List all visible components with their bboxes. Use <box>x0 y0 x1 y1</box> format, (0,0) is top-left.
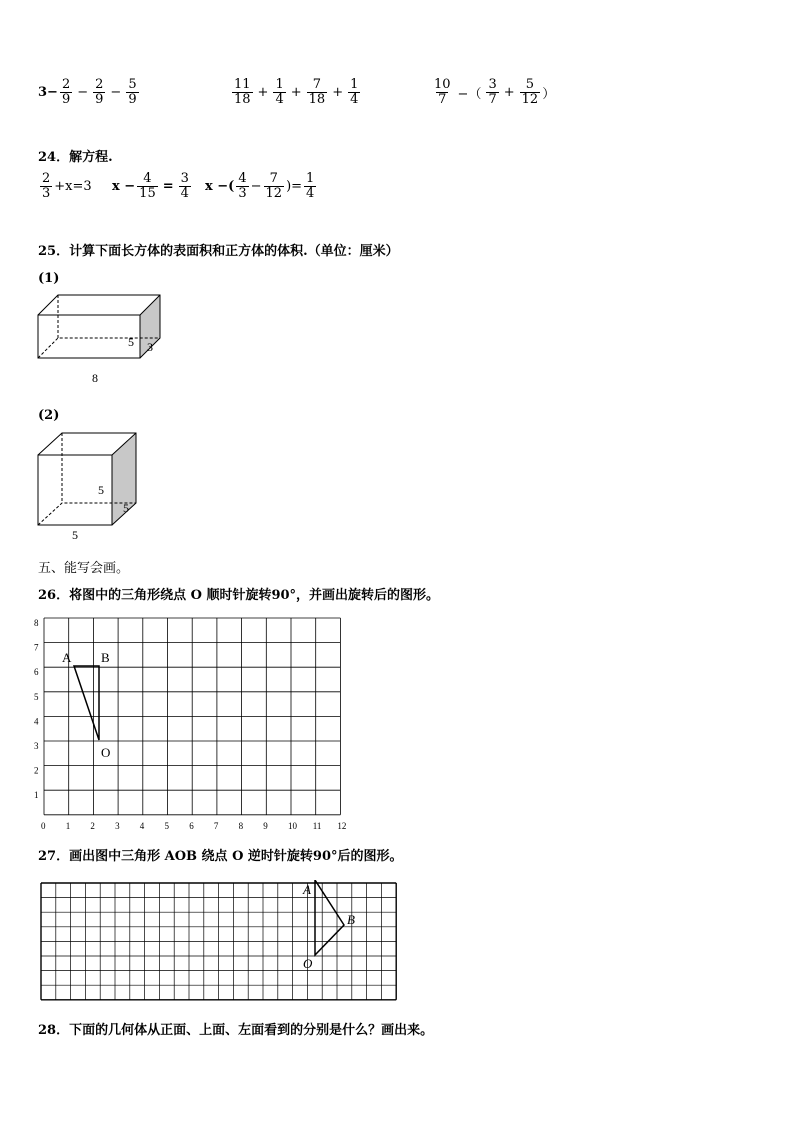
triangle-aob <box>74 666 99 740</box>
fraction: $\frac{5}{9}$ <box>128 77 137 107</box>
height-label: 3 <box>147 340 153 354</box>
y-tick-label: 7 <box>34 642 39 653</box>
x-tick-label: 3 <box>115 820 120 831</box>
cube-figure <box>30 428 150 543</box>
fraction: $\frac{2}{9}$ <box>95 77 104 107</box>
cube-edge-label-b: 5 <box>98 483 104 497</box>
x-tick-label: 7 <box>213 820 219 831</box>
width-label: 5 <box>128 335 134 349</box>
fraction: $\frac{3}{4}$ <box>180 171 189 201</box>
grid-26-lines <box>44 618 340 815</box>
point-a-label: A <box>62 650 72 665</box>
equation-1: $\frac{2}{3}$ +x=3 <box>42 171 92 201</box>
fraction: $\frac{1}{4}$ <box>350 77 359 107</box>
grid-26-x-ticks <box>41 821 346 831</box>
cuboid-figure <box>30 290 180 390</box>
cube-edge-label-c: 5 <box>123 501 129 515</box>
q24-title: 24．解方程. <box>38 150 113 165</box>
fraction: $\frac{1}{4}$ <box>306 171 315 201</box>
equation-2: x − $\frac{4}{15}$ = $\frac{3}{4}$ <box>112 171 189 201</box>
grid-26-y-ticks <box>34 618 39 800</box>
grid-26 <box>30 612 370 832</box>
fraction: $\frac{7}{18}$ <box>308 77 326 107</box>
part-2-label: (2) <box>38 408 60 423</box>
y-tick-label: 2 <box>34 765 39 776</box>
q28-title: 28．下面的几何体从正面、上面、左面看到的分别是什么？画出来。 <box>38 1023 434 1038</box>
part-1-label: (1) <box>38 271 60 286</box>
x-tick-label: 1 <box>65 820 71 831</box>
fraction: $\frac{5}{12}$ <box>521 77 539 107</box>
fraction: $\frac{4}{15}$ <box>139 171 156 201</box>
y-tick-label: 1 <box>34 790 39 801</box>
x-tick-label: 12 <box>337 820 347 831</box>
equation-3: x −( $\frac{4}{3}$ − $\frac{7}{12}$ )= $\frac{1}{4}$ <box>205 171 315 201</box>
x-tick-label: 2 <box>90 820 95 831</box>
expression-1: 3− $\frac{2}{9}$ − $\frac{2}{9}$ − $\frac{5}{9}$ <box>38 77 137 107</box>
x-tick-label: 0 <box>41 820 46 831</box>
fraction: $\frac{1}{4}$ <box>275 77 284 107</box>
fraction: $\frac{3}{7}$ <box>488 77 497 107</box>
point-b-label: B <box>101 650 110 665</box>
point-b-label-27: B <box>347 912 355 927</box>
grid-27-lines <box>41 883 396 1000</box>
q26-title: 26．将图中的三角形绕点 O 顺时针旋转90°，并画出旋转后的图形。 <box>38 588 440 603</box>
fraction: $\frac{10}{7}$ <box>434 77 451 107</box>
expression-2: $\frac{11}{18}$ + $\frac{1}{4}$ + $\frac{7}{18}$ + $\frac{1}{4}$ <box>234 77 359 107</box>
grid-27 <box>38 880 408 1002</box>
x-tick-label: 11 <box>312 820 322 831</box>
fraction: $\frac{2}{3}$ <box>42 171 51 201</box>
fraction: $\frac{7}{12}$ <box>265 171 283 201</box>
y-tick-label: 3 <box>34 741 39 751</box>
triangle-aob-27 <box>315 880 344 955</box>
cuboid-front-face <box>38 315 140 358</box>
x-tick-label: 10 <box>288 820 297 831</box>
x-tick-label: 5 <box>164 820 169 831</box>
q27-title: 27．画出图中三角形 AOB 绕点 O 逆时针旋转90°后的图形。 <box>38 849 403 864</box>
q25-title: 25．计算下面长方体的表面积和正方体的体积.（单位：厘米） <box>38 244 399 259</box>
x-tick-label: 9 <box>263 820 268 831</box>
fraction: $\frac{4}{3}$ <box>238 171 247 201</box>
x-tick-label: 4 <box>139 820 145 831</box>
cube-edge-label-a: 5 <box>72 528 78 542</box>
y-tick-label: 5 <box>34 691 39 702</box>
fraction: $\frac{2}{9}$ <box>61 77 71 107</box>
fraction: $\frac{11}{18}$ <box>234 77 251 107</box>
y-tick-label: 4 <box>34 716 39 727</box>
x-tick-label: 8 <box>238 820 244 831</box>
expression-3: $\frac{10}{7}$ −（ $\frac{3}{7}$ + $\frac{5}{12}$ ） <box>434 77 556 107</box>
section-5-title: 五、能写会画。 <box>38 561 130 576</box>
y-tick-label: 8 <box>34 618 39 628</box>
y-tick-label: 6 <box>34 667 39 678</box>
point-o-label-27: O <box>303 956 313 971</box>
point-a-label-27: A <box>303 882 311 897</box>
point-o-label: O <box>101 745 111 760</box>
length-label: 8 <box>92 371 98 385</box>
x-tick-label: 6 <box>189 820 194 831</box>
